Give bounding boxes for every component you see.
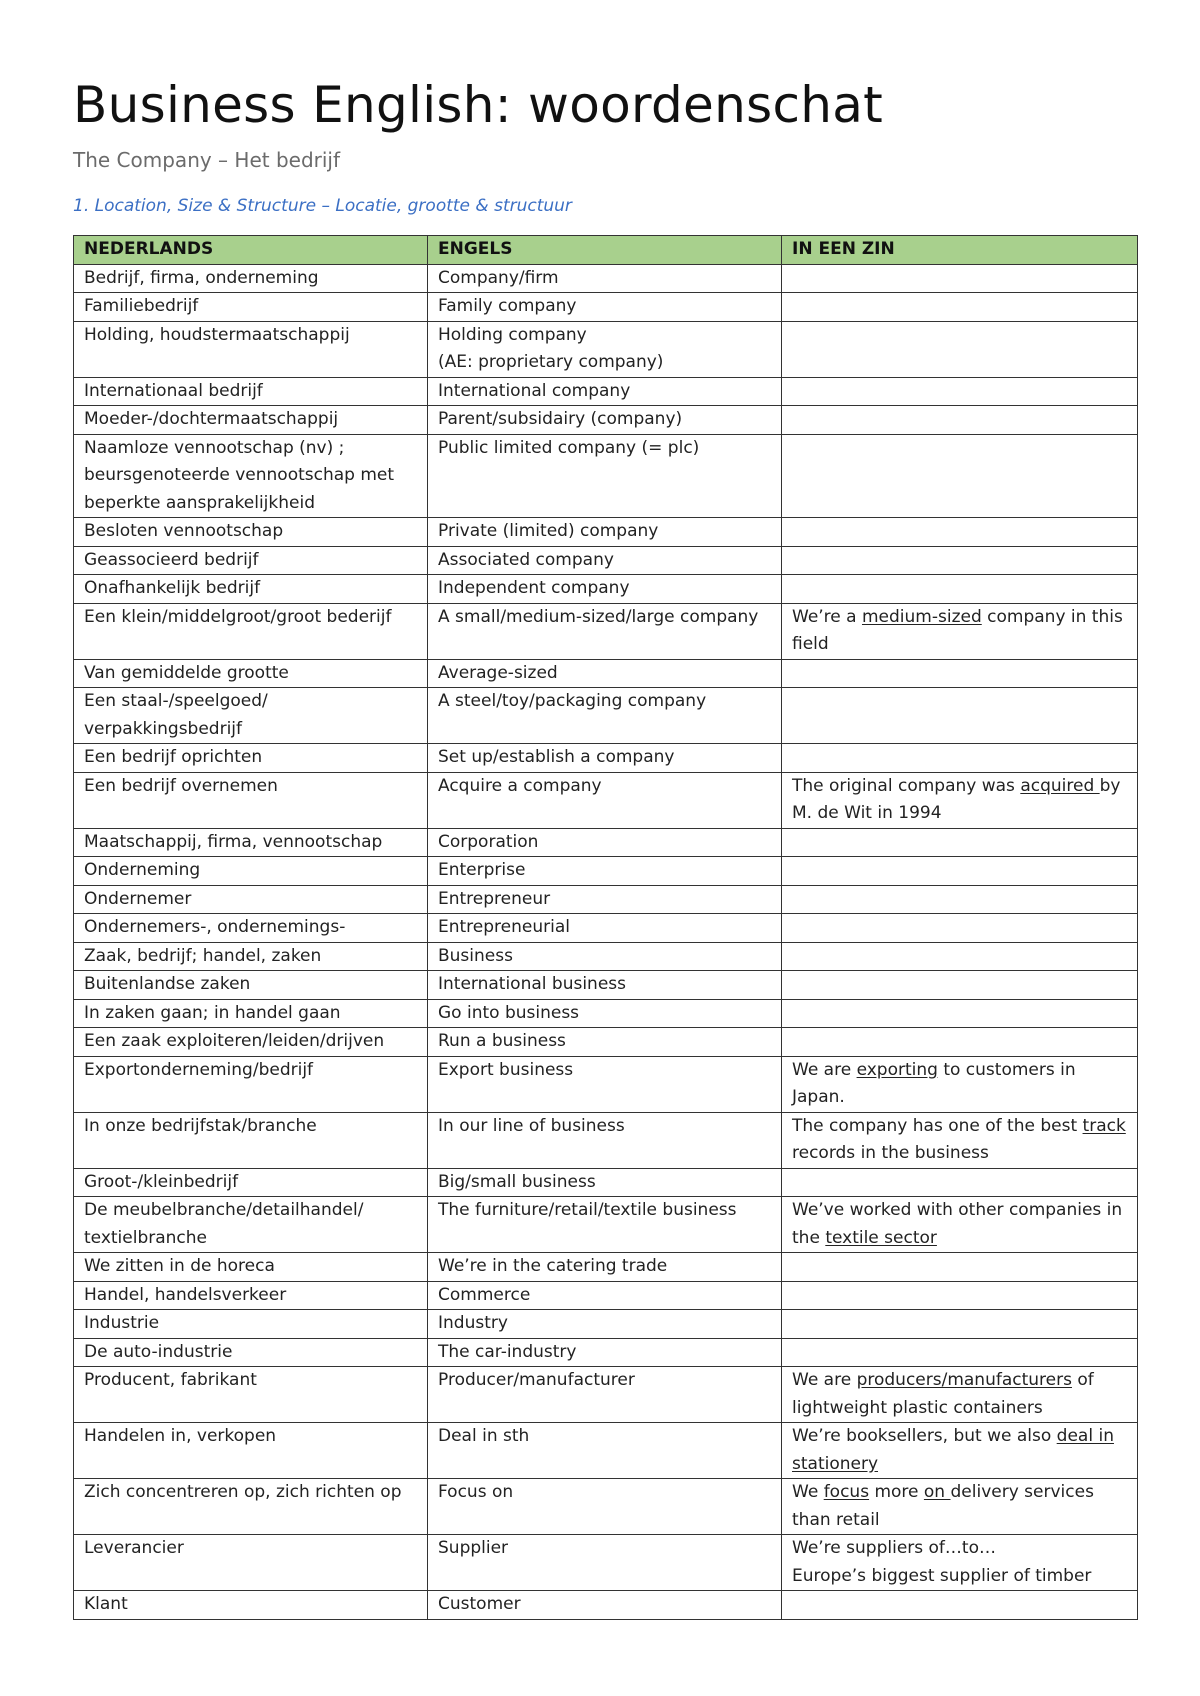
table-row (74, 1479, 1138, 1535)
cell-in-een-zin: The company has one of the best track records in the business (782, 1112, 1138, 1168)
table-row (74, 772, 1138, 828)
table-row (74, 264, 1138, 293)
table-row (74, 1028, 1138, 1057)
table-row (74, 857, 1138, 886)
cell-nederlands: Van gemiddelde grootte (74, 659, 428, 688)
cell-in-een-zin (782, 1338, 1138, 1367)
cell-engels: Commerce (428, 1281, 782, 1310)
cell-nederlands: Moeder-/dochtermaatschappij (74, 406, 428, 435)
cell-engels: Go into business (428, 999, 782, 1028)
cell-in-een-zin (782, 293, 1138, 322)
cell-engels: The furniture/retail/textile business (428, 1197, 782, 1253)
cell-in-een-zin (782, 406, 1138, 435)
cell-in-een-zin (782, 857, 1138, 886)
cell-engels: Private (limited) company (428, 518, 782, 547)
cell-nederlands: Maatschappij, firma, vennootschap (74, 828, 428, 857)
cell-engels: Set up/establish a company (428, 744, 782, 773)
cell-engels: Deal in sth (428, 1423, 782, 1479)
table-row (74, 971, 1138, 1000)
cell-nederlands: Bedrijf, firma, onderneming (74, 264, 428, 293)
cell-nederlands: Klant (74, 1591, 428, 1620)
cell-engels: Public limited company (= plc) (428, 434, 782, 518)
cell-in-een-zin: We’ve worked with other companies in the textile sector (782, 1197, 1138, 1253)
cell-nederlands: Zich concentreren op, zich richten op (74, 1479, 428, 1535)
cell-nederlands: Onderneming (74, 857, 428, 886)
header-in-een-zin: IN EEN ZIN (782, 236, 1138, 265)
cell-engels: Run a business (428, 1028, 782, 1057)
underlined-term: focus (823, 1482, 870, 1502)
cell-engels: Holding company (AE: proprietary company) (428, 321, 782, 377)
cell-engels: We’re in the catering trade (428, 1253, 782, 1282)
table-row (74, 1591, 1138, 1620)
cell-nederlands: Internationaal bedrijf (74, 377, 428, 406)
cell-nederlands: Producent, fabrikant (74, 1367, 428, 1423)
cell-engels: International business (428, 971, 782, 1000)
cell-nederlands: De meubelbranche/detailhandel/ textielbranche (74, 1197, 428, 1253)
table-row (74, 1423, 1138, 1479)
table-row (74, 659, 1138, 688)
cell-nederlands: Holding, houdstermaatschappij (74, 321, 428, 377)
table-row (74, 1535, 1138, 1591)
cell-nederlands: Naamloze vennootschap (nv) ; beursgenoteerde vennootschap met beperkte aansprakelijkheid (74, 434, 428, 518)
cell-engels: Independent company (428, 575, 782, 604)
cell-in-een-zin: We’re booksellers, but we also deal in stationery (782, 1423, 1138, 1479)
underlined-term: on (923, 1482, 951, 1502)
table-row (74, 914, 1138, 943)
cell-nederlands: Onafhankelijk bedrijf (74, 575, 428, 604)
underlined-term: acquired (1020, 775, 1100, 796)
cell-in-een-zin: We are exporting to customers in Japan. (782, 1056, 1138, 1112)
cell-in-een-zin (782, 1591, 1138, 1620)
cell-engels: Supplier (428, 1535, 782, 1591)
cell-engels: Producer/manufacturer (428, 1367, 782, 1423)
cell-nederlands: Zaak, bedrijf; handel, zaken (74, 942, 428, 971)
table-row (74, 546, 1138, 575)
cell-in-een-zin (782, 518, 1138, 547)
table-row (74, 1056, 1138, 1112)
table-row (74, 688, 1138, 744)
cell-engels: Focus on (428, 1479, 782, 1535)
cell-in-een-zin (782, 1253, 1138, 1282)
cell-nederlands: Besloten vennootschap (74, 518, 428, 547)
cell-in-een-zin (782, 659, 1138, 688)
cell-in-een-zin (782, 999, 1138, 1028)
cell-in-een-zin (782, 942, 1138, 971)
section-heading: 1. Location, Size & Structure – Locatie, grootte & structuur (73, 196, 572, 216)
cell-in-een-zin (782, 914, 1138, 943)
cell-nederlands: Buitenlandse zaken (74, 971, 428, 1000)
underlined-term: medium-sized (861, 606, 982, 627)
header-engels: ENGELS (428, 236, 782, 265)
cell-engels: Corporation (428, 828, 782, 857)
cell-nederlands: Een bedrijf overnemen (74, 772, 428, 828)
table-row (74, 321, 1138, 377)
cell-in-een-zin (782, 971, 1138, 1000)
cell-engels: Company/firm (428, 264, 782, 293)
cell-engels: Acquire a company (428, 772, 782, 828)
cell-in-een-zin (782, 1310, 1138, 1339)
cell-engels: Business (428, 942, 782, 971)
underlined-term: deal in stationery (792, 1426, 1114, 1474)
underlined-term: exporting (856, 1059, 938, 1080)
cell-nederlands: Een zaak exploiteren/leiden/drijven (74, 1028, 428, 1057)
underlined-term: textile sector (825, 1227, 937, 1248)
cell-nederlands: Groot-/kleinbedrijf (74, 1168, 428, 1197)
cell-engels: In our line of business (428, 1112, 782, 1168)
cell-in-een-zin: We are producers/manufacturers of lightweight plastic containers (782, 1367, 1138, 1423)
cell-in-een-zin: We’re suppliers of…to… Europe’s biggest supplier of timber (782, 1535, 1138, 1591)
cell-engels: Entrepreneurial (428, 914, 782, 943)
header-row (74, 236, 1138, 265)
table-row (74, 1281, 1138, 1310)
table-row (74, 1168, 1138, 1197)
cell-engels: Enterprise (428, 857, 782, 886)
cell-in-een-zin (782, 1168, 1138, 1197)
cell-nederlands: In onze bedrijfstak/branche (74, 1112, 428, 1168)
table-row (74, 518, 1138, 547)
cell-nederlands: Een staal-/speelgoed/ verpakkingsbedrijf (74, 688, 428, 744)
table-row (74, 744, 1138, 773)
table-header (74, 236, 1138, 265)
table-row (74, 999, 1138, 1028)
cell-nederlands: Ondernemer (74, 885, 428, 914)
cell-nederlands: Industrie (74, 1310, 428, 1339)
cell-engels: A steel/toy/packaging company (428, 688, 782, 744)
cell-engels: A small/medium-sized/large company (428, 603, 782, 659)
cell-engels: Export business (428, 1056, 782, 1112)
cell-engels: Associated company (428, 546, 782, 575)
cell-nederlands: Handelen in, verkopen (74, 1423, 428, 1479)
cell-in-een-zin (782, 264, 1138, 293)
cell-in-een-zin (782, 377, 1138, 406)
cell-nederlands: Een klein/middelgroot/groot bederijf (74, 603, 428, 659)
underlined-term: producers/manufacturers (856, 1370, 1072, 1390)
cell-nederlands: Familiebedrijf (74, 293, 428, 322)
cell-nederlands: Ondernemers-, ondernemings- (74, 914, 428, 943)
cell-in-een-zin (782, 688, 1138, 744)
cell-engels: The car-industry (428, 1338, 782, 1367)
table-row (74, 1112, 1138, 1168)
cell-engels: Family company (428, 293, 782, 322)
cell-in-een-zin (782, 321, 1138, 377)
cell-in-een-zin (782, 744, 1138, 773)
cell-nederlands: In zaken gaan; in handel gaan (74, 999, 428, 1028)
table-row (74, 1253, 1138, 1282)
table-row (74, 406, 1138, 435)
cell-engels: Big/small business (428, 1168, 782, 1197)
table-row (74, 603, 1138, 659)
cell-engels: Customer (428, 1591, 782, 1620)
table-row (74, 293, 1138, 322)
table-row (74, 377, 1138, 406)
cell-in-een-zin: The original company was acquired by M. de Wit in 1994 (782, 772, 1138, 828)
cell-in-een-zin: We’re a medium-sized company in this field (782, 603, 1138, 659)
document-subtitle: The Company – Het bedrijf (73, 148, 341, 172)
cell-nederlands: We zitten in de horeca (74, 1253, 428, 1282)
cell-engels: Average-sized (428, 659, 782, 688)
table-row (74, 942, 1138, 971)
cell-in-een-zin (782, 828, 1138, 857)
cell-nederlands: Leverancier (74, 1535, 428, 1591)
header-nederlands: NEDERLANDS (74, 236, 428, 265)
table-body (74, 264, 1138, 1619)
vocabulary-table (73, 235, 1138, 1620)
document-title: Business English: woordenschat (73, 76, 884, 134)
table-row (74, 1338, 1138, 1367)
cell-in-een-zin: We focus more on delivery services than retail (782, 1479, 1138, 1535)
cell-engels: Entrepreneur (428, 885, 782, 914)
cell-engels: International company (428, 377, 782, 406)
cell-nederlands: Een bedrijf oprichten (74, 744, 428, 773)
table-row (74, 1310, 1138, 1339)
table-row (74, 1197, 1138, 1253)
cell-in-een-zin (782, 546, 1138, 575)
table-row (74, 885, 1138, 914)
cell-engels: Parent/subsidairy (company) (428, 406, 782, 435)
table-row (74, 434, 1138, 518)
cell-in-een-zin (782, 1281, 1138, 1310)
cell-nederlands: De auto-industrie (74, 1338, 428, 1367)
table-row (74, 575, 1138, 604)
cell-nederlands: Geassocieerd bedrijf (74, 546, 428, 575)
table-row (74, 1367, 1138, 1423)
underlined-term: track (1082, 1115, 1126, 1136)
cell-in-een-zin (782, 1028, 1138, 1057)
cell-in-een-zin (782, 575, 1138, 604)
cell-in-een-zin (782, 885, 1138, 914)
document-page (73, 70, 1137, 1620)
table-row (74, 828, 1138, 857)
cell-in-een-zin (782, 434, 1138, 518)
cell-nederlands: Exportonderneming/bedrijf (74, 1056, 428, 1112)
cell-nederlands: Handel, handelsverkeer (74, 1281, 428, 1310)
cell-engels: Industry (428, 1310, 782, 1339)
